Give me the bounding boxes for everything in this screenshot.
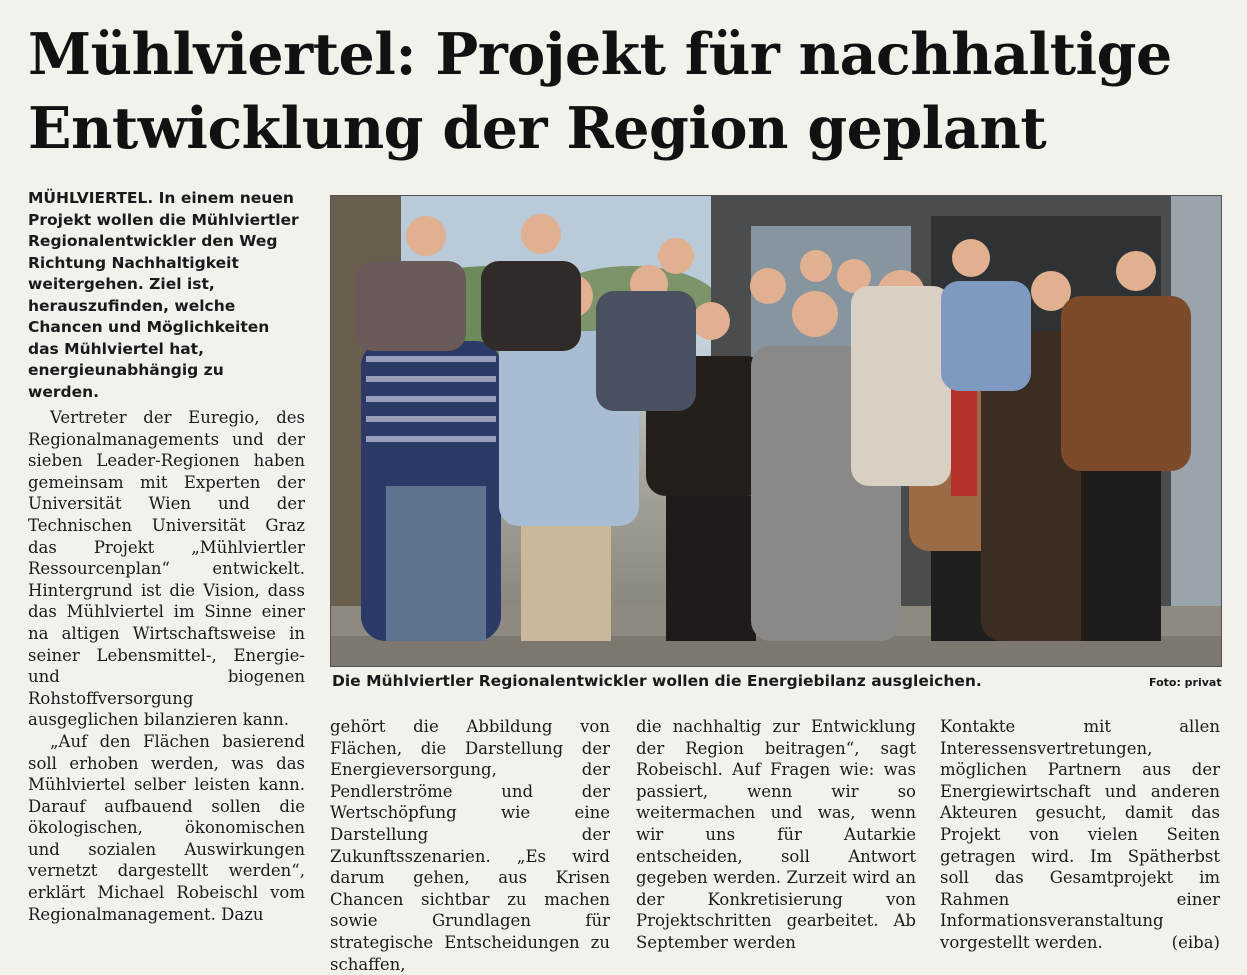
column-1-paragraph-2: „Auf den Flächen basierend soll erhoben werden, was das Mühlviertel selber leisten kann. Darauf aufbauend sollen die ökologischen, ökonomischen und sozialen Auswirkungen vernetzt dargestellt werden“, erklärt Michael Robeischl vom Regionalmanagement. Dazu <box>28 731 305 924</box>
article-headline: Mühlviertel: Projekt für nachhaltige Entwicklung der Region geplant <box>28 21 1172 162</box>
photo-caption: Die Mühlviertler Regionalentwickler wollen die Energiebilanz ausgleichen. <box>332 672 982 690</box>
article-column-2 <box>330 716 610 975</box>
article-column-1 <box>28 407 305 925</box>
column-2-text: gehört die Abbildung von Flächen, die Darstellung der Energieversorgung, der Pendlerströme und der Wertschöpfung wie eine Darstellung der Zukunftsszenarien. „Es wird darum gehen, aus Krisen Chancen sichtbar zu machen sowie Grundlagen für strategische Entscheidungen zu schaffen, <box>330 717 610 974</box>
author-signoff: (eiba) <box>1171 932 1220 952</box>
column-1-paragraph-1: Vertreter der Euregio, des Regionalmanagements und der sieben Leader-Regionen haben gemeinsam mit Experten der Universität Wien und der Technischen Universität Graz das Projekt „Mühlviertler Ressourcenplan“ entwickelt. Hintergrund ist die Vision, dass das Mühlviertel im Sinne einer na altigen Wirtschaftsweise in seiner Lebensmittel-, Energie- und biogenen Rohstoffversorgung ausgeglichen bilanzieren kann. <box>28 408 305 730</box>
column-4-text <box>940 716 1220 954</box>
photo-credit: Foto: privat <box>1149 676 1222 689</box>
column-4-body: Kontakte mit allen Interessensvertretungen, möglichen Partnern aus der Energiewirtschaft und anderen Akteuren gesucht, damit das Projekt von vielen Seiten getragen wird. Im Spätherbst soll das Gesamtprojekt im Rahmen einer Informationsveranstaltung vorgestellt werden. <box>940 717 1220 952</box>
article-lead: MÜHLVIERTEL. In einem neuen Projekt wollen die Mühlviertler Regionalentwickler den Weg Richtung Nachhaltigkeit weitergehen. Ziel ist, herauszufinden, welche Chancen und Möglichkeiten das Mühlviertel hat, energieunabhängig zu werden. <box>28 189 299 401</box>
group-photo <box>330 195 1222 667</box>
column-3-text: die nachhaltig zur Entwicklung der Region beitragen“, sagt Robeischl. Auf Fragen wie: was passiert, wenn wir so weitermachen und was, wenn wir uns für Autarkie entscheiden, soll Antwort gegeben werden. Zurzeit wird an der Konkretisierung von Projektschritten gearbeitet. Ab September werden <box>636 717 916 952</box>
article-column-3 <box>636 716 916 954</box>
article-column-4 <box>940 716 1220 954</box>
